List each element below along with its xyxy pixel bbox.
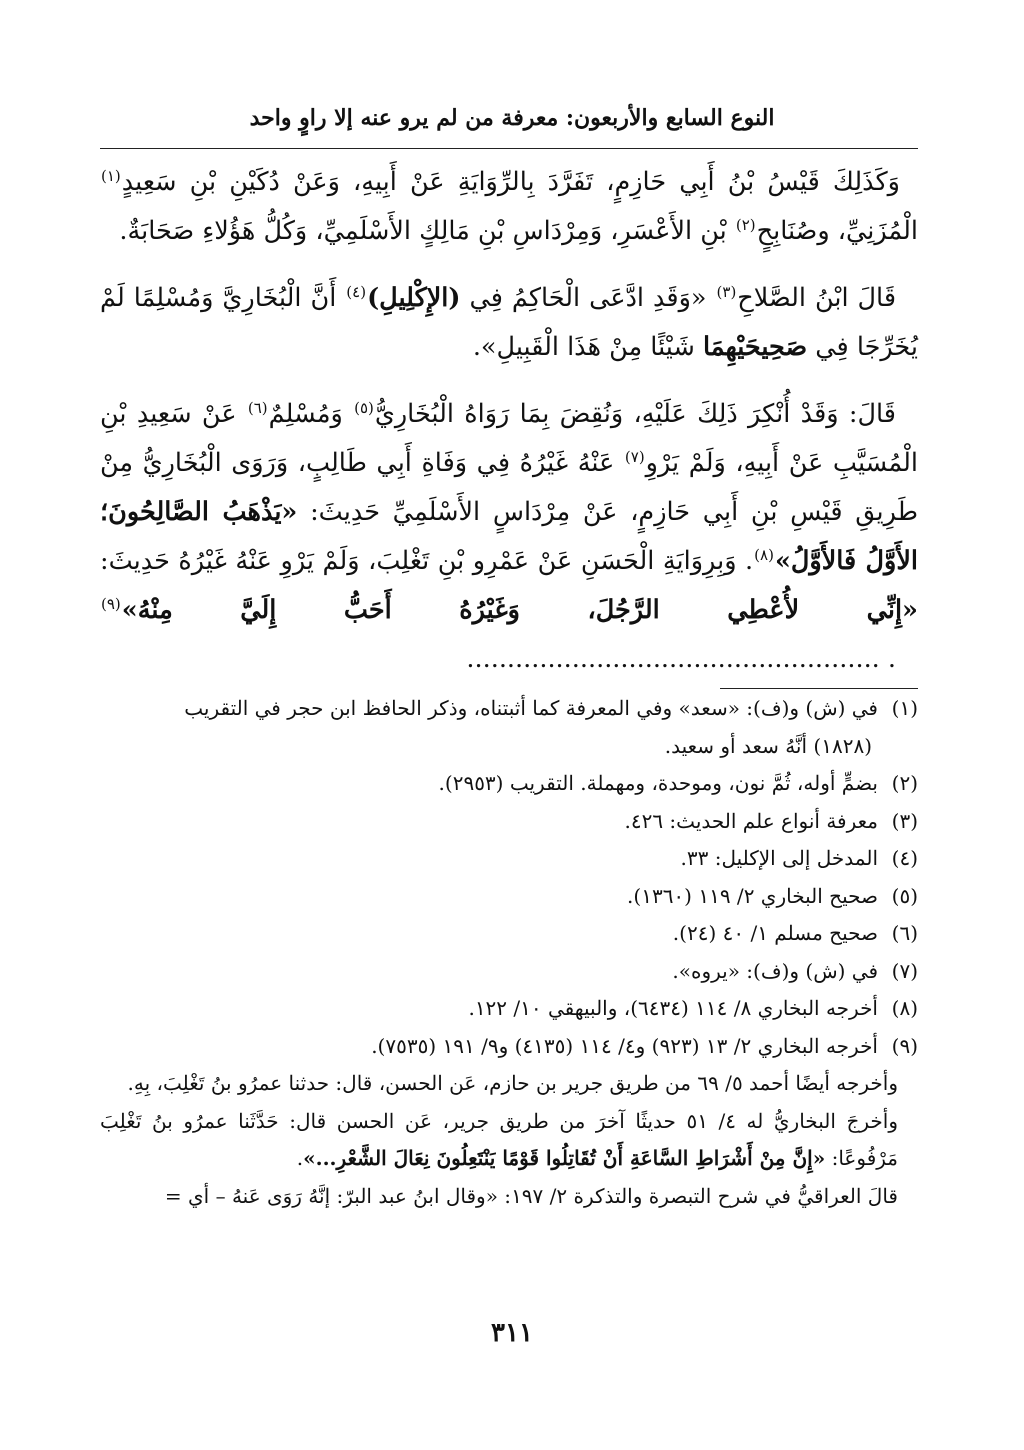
footnote-number: (١)	[891, 696, 918, 720]
text-segment: . وَبِرِوَايَةِ الْحَسَنِ عَنْ عَمْرِو بْنِ تَغْلِبَ، وَلَمْ يَرْوِ عَنْهُ غَيْرُهُ حَدِيثَ:	[100, 546, 754, 576]
text-segment: عَنْ سَعِيدِ بْنِ الْمُسَيَّبِ عَنْ أَبِيهِ، وَلَمْ يَرْوِ	[100, 399, 918, 478]
text-segment: قَالَ ابْنُ الصَّلاحِ	[737, 283, 897, 313]
hadith-quote-1: «يَذْهَبُ الصَّالِحُونَ؛ الأَوَّلُ فَالأَوَّلُ»	[100, 497, 918, 576]
footnote-number: (٢)	[891, 771, 918, 795]
main-text	[100, 158, 918, 702]
footnote-ref-1[interactable]: (١)	[101, 166, 121, 185]
footnote-7	[100, 953, 918, 991]
paragraph-1	[100, 158, 918, 256]
text-segment: بْنِ الأَعْسَرِ، وَمِرْدَاسِ بْنِ مَالِكٍ الأَسْلَمِيِّ، وَكُلُّ هَؤُلاءِ صَحَابَةٌ.	[119, 216, 727, 246]
footnote-number: (٧)	[891, 958, 918, 983]
header-rule	[100, 148, 918, 149]
footnote-ref-3[interactable]: (٣)	[716, 282, 737, 301]
footnote-number: (٩)	[891, 1033, 918, 1058]
footnote-text: صحيح البخاري ٢/ ١١٩ (١٣٦٠).	[627, 883, 878, 908]
footnote-ref-4[interactable]: (٤)	[346, 282, 367, 301]
footnote-text: في (ش) و(ف): «يروه».	[672, 958, 878, 983]
paragraph-2	[100, 274, 918, 372]
footnotes	[100, 690, 918, 1215]
footnote-text: في (ش) و(ف): «سعد» وفي المعرفة كما أثبتناه، وذكر الحافظ ابن حجر في التقريب	[184, 696, 878, 720]
text-segment: أَنَّ الْبُخَارِيَّ وَمُسْلِمًا لَمْ يُخَرِّجَا فِي	[100, 283, 918, 362]
footnote-ref-2[interactable]: (٢)	[735, 215, 756, 234]
footnote-number: (٥)	[891, 883, 918, 908]
footnote-ref-7[interactable]: (٧)	[624, 447, 645, 466]
footnote-number: (٣)	[891, 808, 918, 833]
footnote-9	[100, 1028, 918, 1066]
footnote-9-para-3: قالَ العراقيُّ في شرح التبصرة والتذكرة ٢/ ١٩٧: «وقال ابنُ عبد البرّ: إنَّهُ رَوَى عَنهُ – أي =	[164, 1183, 898, 1208]
footnote-2	[100, 765, 918, 803]
footnote-3	[100, 803, 918, 841]
footnote-6	[100, 915, 918, 953]
paragraph-3	[100, 390, 918, 684]
footnote-text: أخرجه البخاري ٢/ ١٣ (٩٢٣) و٤/ ١١٤ (٤١٣٥) و٩/ ١٩١ (٧٥٣٥).	[371, 1033, 878, 1058]
text-segment: وَمُسْلِمٌ	[268, 399, 343, 429]
footnote-4	[100, 840, 918, 878]
footnote-text: معرفة أنواع علم الحديث: ٤٢٦.	[624, 808, 878, 833]
running-header: النوع السابع والأربعون: معرفة من لم يرو عنه إلا راوٍ واحد	[249, 105, 775, 131]
footnote-text: أخرجه البخاري ٨/ ١١٤ (٦٤٣٤)، والبيهقي ١٠/ ١٢٢.	[468, 996, 878, 1020]
text-segment: عَنْهُ غَيْرُهُ فِي وَفَاةِ أَبِي طَالِبٍ، وَرَوَى الْبُخَارِيُّ مِنْ طَرِيقِ قَيْسِ بْنِ أَبِي حَازِمٍ، عَنْ مِرْدَاسٍ الأَسْلَمِيِّ حَدِيثَ:	[100, 448, 918, 527]
footnote-ref-8[interactable]: (٨)	[754, 545, 774, 564]
text-segment: .	[296, 1146, 304, 1170]
page-number: ٣١١	[491, 1318, 533, 1348]
text-segment: قَالَ: وَقَدْ أُنْكِرَ ذَلِكَ عَلَيْهِ، وَنُقِضَ بِمَا رَوَاهُ الْبُخَارِيُّ	[374, 399, 896, 429]
footnote-text: بضمٍّ أوله، ثُمَّ نون، وموحدة، ومهملة. التقريب (٢٩٥٣).	[438, 771, 878, 795]
footnote-continuation: (١٨٢٨) أنَّهُ سعد أو سعيد.	[664, 733, 872, 758]
footnote-8	[100, 990, 918, 1028]
continuation-dots: . ...................................................	[466, 644, 896, 674]
hadith-quote-2: «إِنِّي لأُعْطِي الرَّجُلَ، وَغَيْرُهُ أَحَبُّ إِلَيَّ مِنْهُ»	[121, 595, 918, 625]
book-title-iklil: (الإِكْلِيلِ)	[367, 283, 461, 313]
text-segment: الْمُزَنِيِّ، وصُنَابِحٍ	[756, 216, 918, 246]
text-segment: وَكَذَلِكَ قَيْسُ بْنُ أَبِي حَازِمٍ، تَفَرَّدَ بِالرِّوَايَةِ عَنْ أَبِيهِ، وَعَنْ دُكَيْنِ بْنِ سَعِيدٍ	[121, 167, 900, 197]
footnote-number: (٨)	[891, 996, 918, 1020]
book-title-sahihayn: صَحِيحَيْهِمَا	[702, 332, 808, 362]
footnote-ref-5[interactable]: (٥)	[354, 398, 374, 417]
footnote-9-para-1: وأخرجه أيضًا أحمد ٥/ ٦٩ من طريق جرير بن حازم، عَن الحسن، قال: حدثنا عمرُو بنُ تَغْلِبَ، بِهِ.	[127, 1071, 898, 1095]
footnote-9-para-2	[100, 1103, 918, 1178]
text-segment: وأخرجَ البخاريُّ له ٤/ ٥١ حديثًا آخرَ من طريق جرير، عَن الحسن قال: حَدَّثَنا عمرُو بنُ تَغْلِبَ مَرْفُوعًا:	[100, 1108, 898, 1170]
text-segment: شَيْئًا مِنْ هَذَا الْقَبِيلِ».	[472, 332, 695, 362]
footnote-ref-6[interactable]: (٦)	[247, 398, 268, 417]
footnote-ref-9[interactable]: (٩)	[101, 594, 121, 613]
footnote-1	[100, 690, 918, 765]
footnote-5	[100, 878, 918, 916]
footnote-separator	[720, 688, 918, 689]
footnote-number: (٤)	[891, 846, 918, 870]
text-segment: «وَقَدِ ادَّعَى الْحَاكِمُ فِي	[469, 283, 707, 313]
footnote-text: المدخل إلى الإكليل: ٣٣.	[680, 846, 878, 870]
footnote-number: (٦)	[891, 921, 918, 945]
footnote-text: صحيح مسلم ١/ ٤٠ (٢٤).	[672, 921, 878, 945]
hadith-quote-3: «إِنَّ مِنْ أَشْرَاطِ السَّاعَةِ أَنْ تُقَاتِلُوا قَوْمًا يَنْتَعِلُونَ نِعَالَ الشَّعْرِ...»	[303, 1146, 826, 1170]
